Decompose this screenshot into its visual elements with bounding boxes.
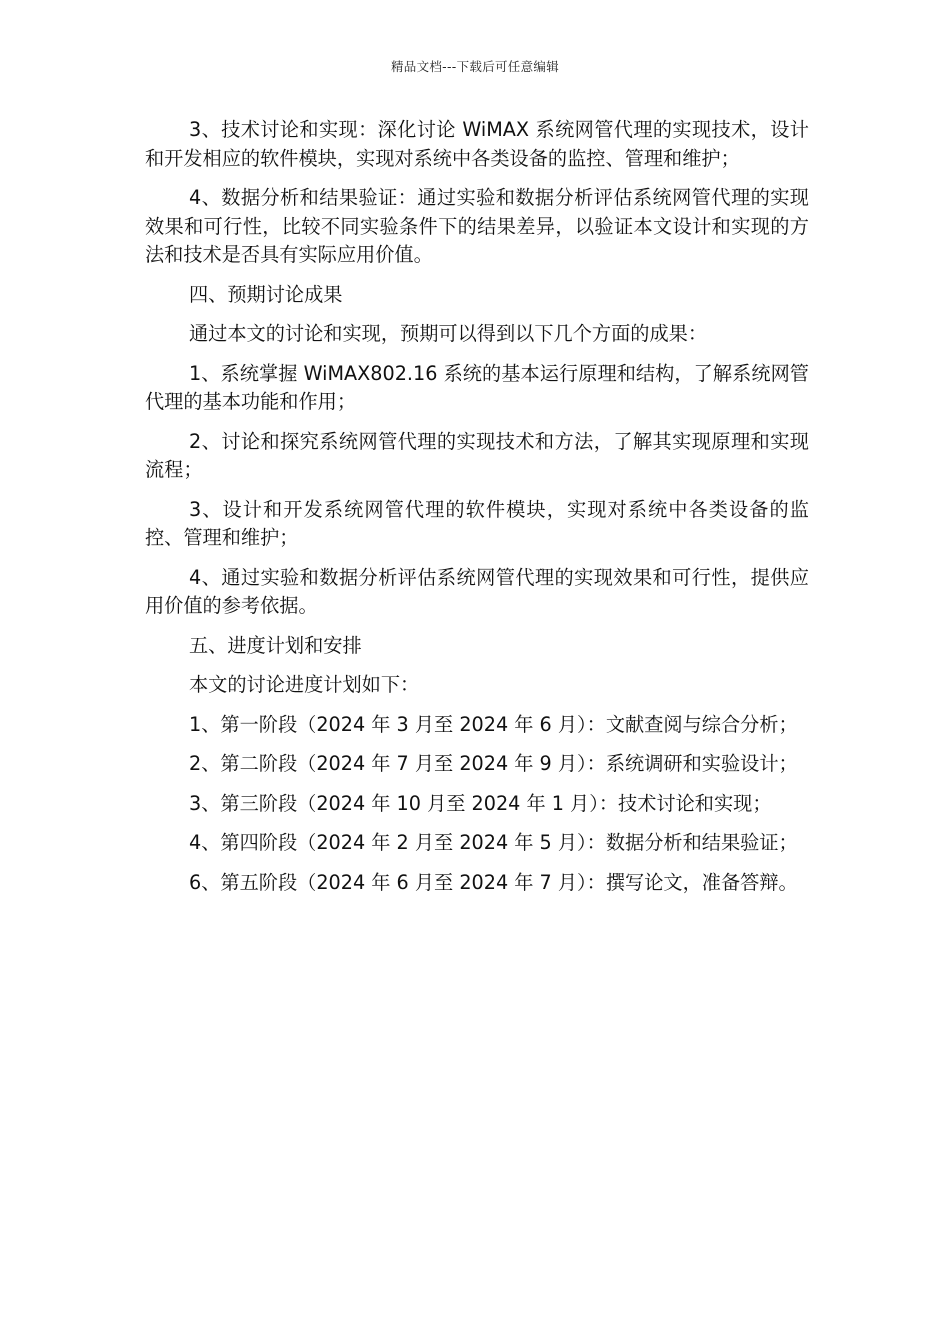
- section-heading-schedule: 五、进度计划和安排: [189, 633, 362, 657]
- paragraph-tech-discussion: 3、技术讨论和实现：深化讨论 WiMAX 系统网管代理的实现技术，设计和开发相应的软件模块，实现对系统中各类设备的监控、管理和维护；: [145, 118, 809, 170]
- paragraph-result-1: 1、系统掌握 WiMAX802.16 系统的基本运行原理和结构，了解系统网管代理的基本功能和作用；: [145, 361, 809, 413]
- paragraph-result-2: 2、讨论和探究系统网管代理的实现技术和方法，了解其实现原理和实现流程；: [145, 429, 809, 481]
- paragraph-stage-5: 6、第五阶段（2024 年 6 月至 2024 年 7 月）：撰写论文，准备答辩。: [189, 870, 798, 894]
- document-body: [145, 116, 809, 908]
- paragraph-result-3: 3、设计和开发系统网管代理的软件模块，实现对系统中各类设备的监控、管理和维护；: [145, 497, 809, 549]
- paragraph-schedule-intro: 本文的讨论进度计划如下：: [189, 673, 420, 696]
- section-heading-expected-results: 四、预期讨论成果: [189, 282, 343, 306]
- paragraph-data-analysis: 4、数据分析和结果验证：通过实验和数据分析评估系统网管代理的实现效果和可行性，比较不同实验条件下的结果差异，以验证本文设计和实现的方法和技术是否具有实际应用价值。: [145, 186, 809, 266]
- page-header: 精品文档---下载后可任意编辑: [390, 59, 560, 74]
- paragraph-stage-1: 1、第一阶段（2024 年 3 月至 2024 年 6 月）：文献查阅与综合分析；: [189, 712, 798, 736]
- paragraph-stage-2: 2、第二阶段（2024 年 7 月至 2024 年 9 月）：系统调研和实验设计；: [189, 752, 798, 775]
- paragraph-stage-3: 3、第三阶段（2024 年 10 月至 2024 年 1 月）：技术讨论和实现；: [189, 791, 772, 815]
- paragraph-results-intro: 通过本文的讨论和实现，预期可以得到以下几个方面的成果：: [189, 322, 708, 345]
- paragraph-result-4: 4、通过实验和数据分析评估系统网管代理的实现效果和可行性，提供应用价值的参考依据。: [145, 565, 809, 617]
- paragraph-stage-4: 4、第四阶段（2024 年 2 月至 2024 年 5 月）：数据分析和结果验证；: [189, 831, 798, 854]
